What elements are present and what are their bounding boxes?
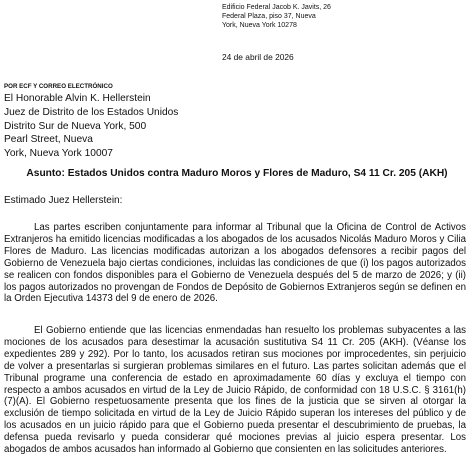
sender-address-line: Federal Plaza, piso 37, Nueva — [222, 13, 316, 20]
delivery-note: POR ECF Y CORREO ELECTRÓNICO — [4, 83, 113, 90]
subject-line: Asunto: Estados Unidos contra Maduro Moros y Flores de Maduro, S4 11 Cr. 205 (AKH) — [26, 168, 448, 179]
sender-address — [222, 3, 331, 30]
salutation: Estimado Juez Hellerstein: — [4, 195, 123, 206]
body-paragraph-1: Las partes escriben conjuntamente para informar al Tribunal que la Oficina de Control de Activos Extranjeros ha emitido licencias modificadas a los abogados de los acusados Nicolás Maduro Moros y Cilia Flores de Maduro. Las licencias modificadas autorizan a los abogados defensores a recibir pagos del Gobierno de Venezuela bajo ciertas condiciones, incluidas las condiciones de que (i) los pagos autorizados se realicen con fondos disponibles para el Gobierno de Venezuela después del 5 de marzo de 2026; y (ii) los pagos autorizados no provengan de Fondos de Depósito de Gobiernos Extranjeros según se definen en la Orden Ejecutiva 14373 del 9 de enero de 2026. — [4, 222, 466, 305]
sender-address-line: Edificio Federal Jacob K. Javits, 26 — [222, 4, 331, 11]
body-paragraph-2: El Gobierno entiende que las licencias enmendadas han resuelto los problemas subyacentes a las mociones de los acusados para desestimar la acusación sustitutiva S4 11 Cr. 205 (AKH). (Véanse los expedientes 289 y 292). Por lo tanto, los acusados retiran sus mociones por improcedentes, sin perjuicio de volver a presentarlas si surgieran problemas similares en el futuro. Las partes solicitan además que el Tribunal programe una conferencia de estado en aproximadamente 60 días y excluya el tiempo con respecto a ambos acusados en virtud de la Ley de Juicio Rápido, de conformidad con 18 U.S.C. § 3161(h)(7)(A). El Gobierno respetuosamente presenta que los fines de la justicia que se sirven al otorgar la exclusión de tiempo solicitada en virtud de la Ley de Juicio Rápido superan los intereses del público y de los acusados en un juicio rápido para que el Gobierno pueda presentar el descubrimiento de pruebas, la defensa pueda revisarlo y pueda considerar qué mociones previas al juicio espera presentar. Los abogados de ambos acusados han informado al Gobierno que consienten en las solicitudes anteriores. — [4, 325, 466, 456]
addressee-line: El Honorable Alvin K. Hellerstein — [4, 93, 151, 104]
addressee-block — [4, 92, 178, 161]
addressee-line: Distrito Sur de Nueva York, 500 — [4, 120, 147, 132]
addressee-line: York, Nueva York 10007 — [4, 148, 113, 160]
sender-address-line: York, Nueva York 10278 — [222, 22, 297, 29]
letter-date: 24 de abril de 2026 — [222, 52, 294, 62]
addressee-line: Pearl Street, Nueva — [4, 134, 93, 146]
addressee-line: Juez de Distrito de los Estados Unidos — [4, 106, 179, 118]
